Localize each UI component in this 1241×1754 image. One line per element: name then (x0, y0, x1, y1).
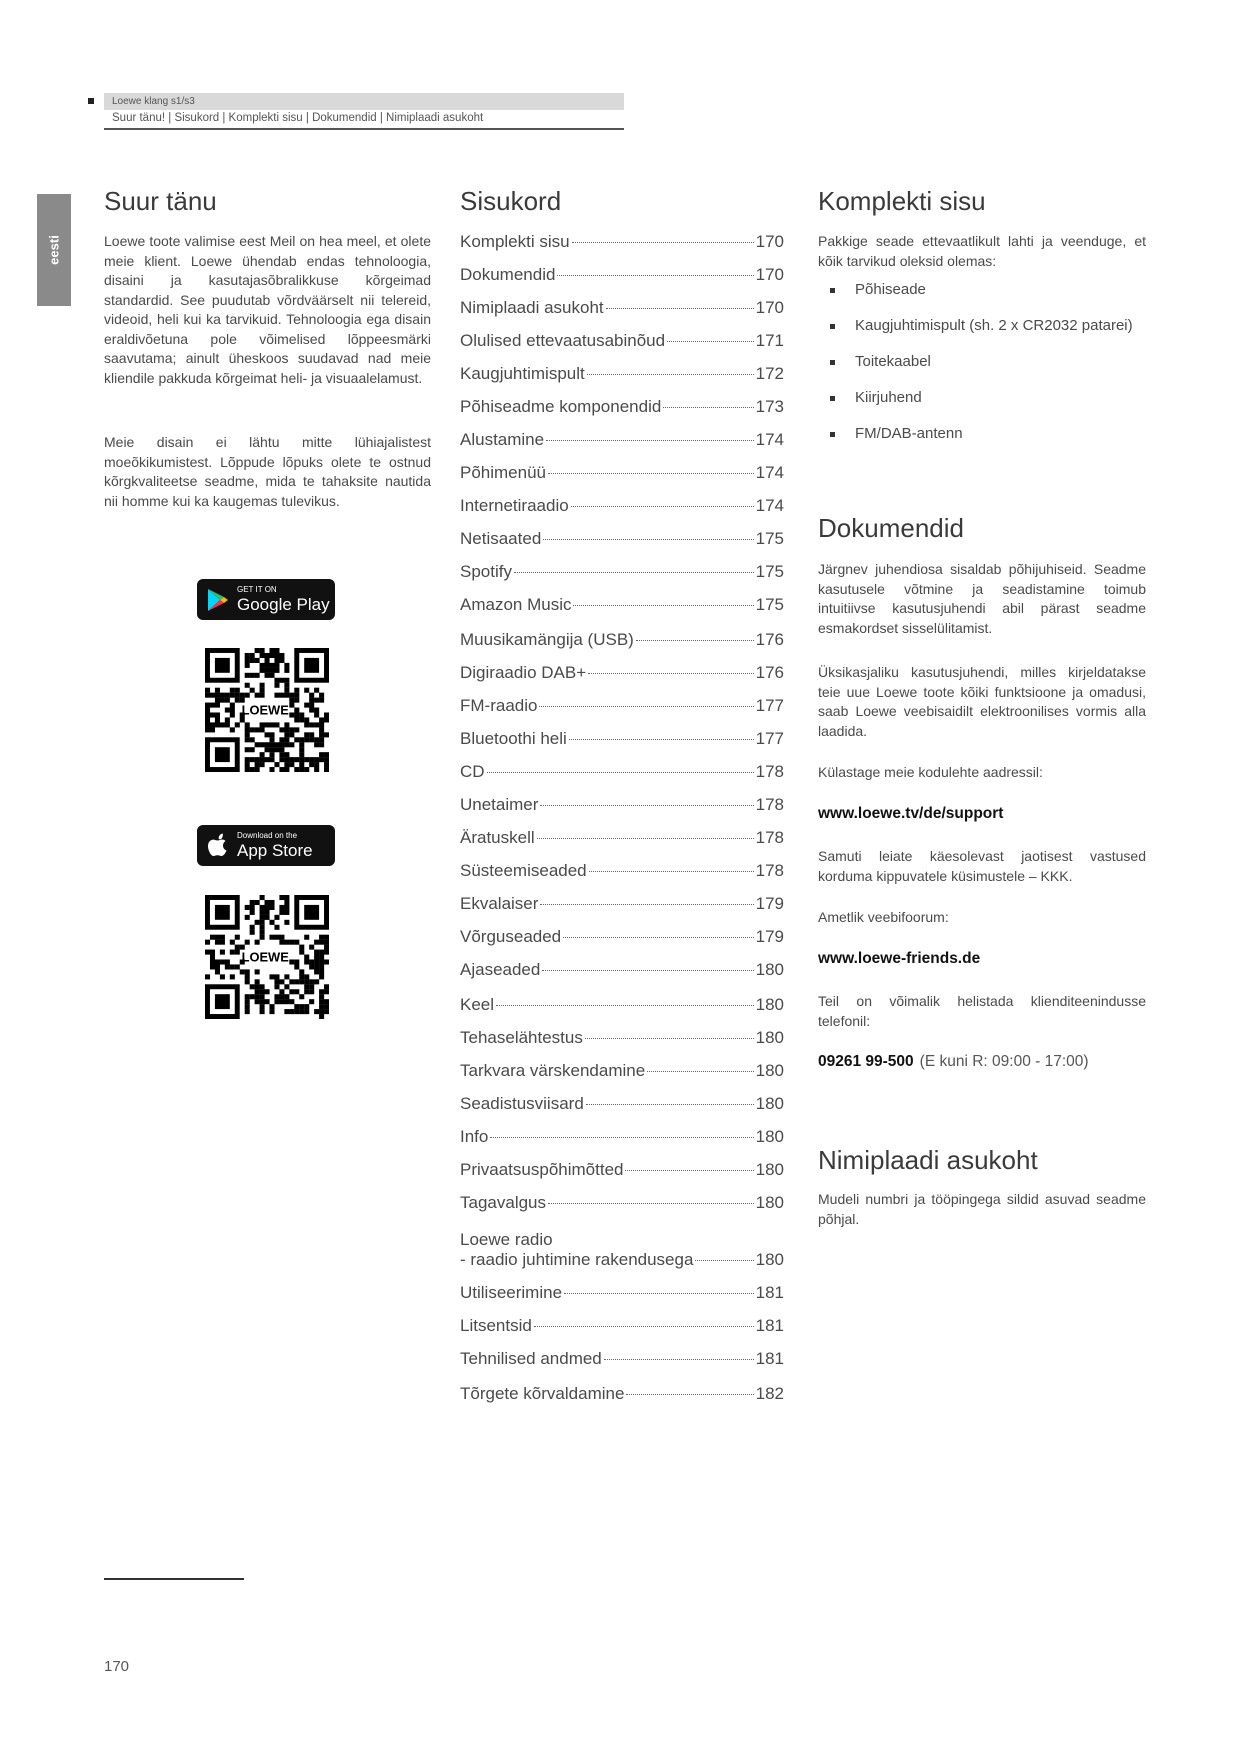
toc-item[interactable] (460, 496, 784, 516)
toc-item-page: 181 (755, 1283, 784, 1302)
toc-leader-dots (585, 1038, 754, 1039)
toc-leader-dots (490, 1137, 753, 1138)
toc-leader-dots (540, 904, 753, 905)
google-play-big: Google Play (237, 595, 330, 614)
contents-item (830, 425, 963, 442)
toc-item[interactable] (460, 595, 784, 615)
toc-item-page: 175 (755, 562, 784, 581)
toc-item-page: 178 (755, 828, 784, 847)
toc-item-label: Internetiraadio (460, 496, 569, 515)
toc-item-label: Keel (460, 995, 495, 1014)
toc-leader-dots (571, 506, 754, 507)
language-tab-label: eesti (46, 235, 62, 265)
toc-item-label: Olulised ettevaatusabinõud (460, 331, 666, 350)
toc-leader-dots (564, 1293, 754, 1294)
toc-item-label: Digiraadio DAB+ (460, 663, 587, 682)
footer-divider (104, 1578, 244, 1580)
toc-item-label: Netisaated (460, 529, 542, 548)
contents-item-label: Kaugjuhtimispult (sh. 2 x CR2032 patarei) (855, 317, 1133, 334)
toc-leader-dots (563, 937, 753, 938)
toc-item-page: 178 (755, 795, 784, 814)
thanks-paragraph-2: Meie disain ei lähtu mitte lühiajalistest moeõkikumistest. Lõppude lõpuks olete te ostnud kõrgkvaliteetse seadme, mida te tahaksite nautida nii homme kui ka kaugemas tulevikus. (104, 434, 431, 509)
toc-leader-dots (557, 275, 753, 276)
toc-item[interactable] (460, 1127, 784, 1147)
toc-item[interactable] (460, 1283, 784, 1303)
toc-item[interactable] (460, 828, 784, 848)
toc-item-label: Dokumendid (460, 265, 556, 284)
toc-item-page: 179 (755, 894, 784, 913)
toc-item-label: Ajaseaded (460, 960, 541, 979)
toc-leader-dots (542, 970, 753, 971)
toc-item-label: Bluetoothi heli (460, 729, 567, 748)
toc-item-label: Tagavalgus (460, 1193, 547, 1212)
breadcrumb: Suur tänu! | Sisukord | Komplekti sisu | Dokumendid | Nimiplaadi asukoht (112, 112, 484, 124)
toc-leader-dots (543, 539, 753, 540)
toc-item-page: 171 (755, 331, 784, 350)
app-store-small: Download on the (237, 831, 298, 840)
toc-item-page: 182 (755, 1384, 784, 1403)
toc-leader-dots (586, 1104, 754, 1105)
toc-leader-dots (695, 1260, 753, 1261)
toc-item-page: 176 (755, 663, 784, 682)
toc-leader-dots (572, 242, 754, 243)
toc-item-page: 181 (755, 1349, 784, 1368)
toc-item[interactable] (460, 960, 784, 980)
toc-item-label: Ekvalaiser (460, 894, 539, 913)
toc-item-page: 172 (755, 364, 784, 383)
forum-link[interactable]: www.loewe-friends.de (818, 950, 981, 967)
bullet-icon (830, 324, 835, 329)
toc-leader-dots (514, 572, 754, 573)
toc-item-page: 178 (755, 762, 784, 781)
toc-leader-dots (589, 871, 754, 872)
google-play-small: GET IT ON (237, 585, 277, 594)
toc-item[interactable] (460, 1316, 784, 1336)
toc-leader-dots (487, 772, 754, 773)
toc-item-label: Tehaselähtestus (460, 1028, 583, 1047)
toc-item[interactable] (460, 298, 784, 318)
toc-item-label: Võrguseaded (460, 927, 562, 946)
toc-item[interactable] (460, 1094, 784, 1114)
toc-item-page: 180 (755, 1193, 784, 1212)
toc-item-label: Põhiseadme komponendid (460, 397, 662, 416)
toc-item-label: Spotify (460, 562, 512, 581)
qr-code-apple (205, 895, 329, 1019)
toc-item[interactable] (460, 1061, 784, 1081)
toc-item-label: Privaatsuspõhimõtted (460, 1160, 624, 1179)
contents-intro: Pakkige seade ettevaatlikult lahti ja veenduge, et kõik tarvikud oleksid olemas: (818, 233, 1146, 269)
toc-leader-dots (496, 1005, 754, 1006)
toc-item[interactable] (460, 430, 784, 450)
page-number: 170 (104, 1658, 130, 1675)
toc-item[interactable] (460, 463, 784, 483)
toc-item[interactable] (460, 630, 784, 650)
toc-item-page: 178 (755, 861, 784, 880)
toc-item-label: Kaugjuhtimispult (460, 364, 585, 383)
toc-item[interactable] (460, 696, 784, 716)
language-tab (37, 194, 71, 306)
toc-item-label: Komplekti sisu (460, 232, 570, 251)
toc-item-label: Utiliseerimine (460, 1283, 563, 1302)
toc-item-page: 180 (755, 995, 784, 1014)
toc-item[interactable] (460, 729, 784, 749)
phone-line (818, 1053, 1089, 1071)
toc-item[interactable] (460, 894, 784, 914)
toc-leader-dots (540, 805, 753, 806)
contents-item-label: FM/DAB-antenn (855, 425, 963, 442)
toc-item-page: 170 (755, 265, 784, 284)
toc-item-label: Nimiplaadi asukoht (460, 298, 604, 317)
toc-title: Sisukord (460, 186, 562, 216)
bullet-icon (830, 432, 835, 437)
toc-leader-dots (625, 1170, 753, 1171)
qr-logo-text: LOEWE. (241, 949, 293, 965)
support-link[interactable]: www.loewe.tv/de/support (818, 805, 1004, 822)
toc-item-page: 180 (755, 1250, 784, 1269)
contents-item (830, 281, 926, 298)
toc-leader-dots (573, 605, 753, 606)
toc-item-page: 180 (755, 1127, 784, 1146)
toc-item-label: - raadio juhtimine rakendusega (460, 1250, 694, 1269)
toc-item-page: 180 (755, 1094, 784, 1113)
toc-leader-dots (569, 739, 754, 740)
toc-leader-dots (604, 1359, 754, 1360)
toc-item[interactable] (460, 795, 784, 815)
toc-leader-dots (587, 374, 754, 375)
toc-item[interactable] (460, 1230, 784, 1250)
toc-item-label: Seadistusviisard (460, 1094, 584, 1113)
contents-title: Komplekti sisu (818, 186, 986, 216)
toc-item[interactable] (460, 861, 784, 881)
forum-text: Ametlik veebifoorum: (818, 909, 949, 925)
contents-item-label: Põhiseade (855, 281, 926, 298)
toc-item[interactable] (460, 331, 784, 351)
toc-item-label: CD (460, 762, 485, 781)
toc-item-label: Amazon Music (460, 595, 572, 614)
toc-item[interactable] (460, 1193, 784, 1213)
visit-text: Külastage meie kodulehte aadressil: (818, 764, 1043, 780)
toc-item[interactable] (460, 762, 784, 782)
toc-item-page: 170 (755, 298, 784, 317)
toc-leader-dots (588, 673, 753, 674)
thanks-paragraph-1: Loewe toote valimise eest Meil on hea meel, et olete meie klient. Loewe ühendab endas tehnoloogia, disaini ja kasutajasõbralikkuse kõrgeimad standardid. See puudutab võrdväärselt nii telereid, videoid, heli kui ka tarvikuid. Tehnoloogia ega disain eraldivõetuna pole võimelised lõppeesmärki saavutama; ainult üheskoos suudavad nad meie kliendile pakkuda kõrgeimat heli- ja visuaalelamust. (104, 233, 431, 386)
toc-item[interactable] (460, 1349, 784, 1369)
toc-item-label: Unetaimer (460, 795, 539, 814)
toc-item-page: 180 (755, 960, 784, 979)
toc-item[interactable] (460, 663, 784, 683)
toc-item-label: FM-raadio (460, 696, 538, 715)
toc-leader-dots (537, 838, 754, 839)
toc-leader-dots (546, 440, 754, 441)
toc-item[interactable] (460, 397, 784, 417)
app-store-badge[interactable] (197, 825, 335, 866)
phone-number[interactable]: 09261 99-500 (818, 1053, 914, 1070)
header-bullet (88, 98, 94, 104)
contents-item-label: Kiirjuhend (855, 389, 922, 406)
toc-item-label: Tõrgete kõrvaldamine (460, 1384, 625, 1403)
toc-leader-dots (663, 407, 753, 408)
google-play-icon (207, 588, 229, 612)
documents-paragraph-1: Järgnev juhendiosa sisaldab põhijuhiseid. Seadme kasutusele võtmine ja seadistamine toimub intuitiivse kasutusjuhendi abil pärast seadme esmakordset sisselülitamist. (818, 561, 1146, 636)
qr-logo-text: LOEWE. (241, 702, 293, 718)
toc-item[interactable] (460, 1160, 784, 1180)
toc-item[interactable] (460, 1250, 784, 1270)
toc-item-page: 174 (755, 496, 784, 515)
google-play-badge[interactable] (197, 579, 335, 620)
phone-intro: Teil on võimalik helistada klienditeenindusse telefonil: (818, 993, 1146, 1029)
toc-item-label: Alustamine (460, 430, 545, 449)
toc-item-label: Loewe radio (460, 1230, 553, 1249)
toc-item-page: 180 (755, 1160, 784, 1179)
toc-leader-dots (548, 473, 754, 474)
bullet-icon (830, 360, 835, 365)
toc-item-page: 180 (755, 1028, 784, 1047)
toc-item-page: 174 (755, 463, 784, 482)
toc-item-page: 177 (755, 696, 784, 715)
toc-leader-dots (539, 706, 753, 707)
contents-item (830, 317, 1133, 334)
plate-title: Nimiplaadi asukoht (818, 1145, 1038, 1175)
toc-item-label: Litsentsid (460, 1316, 532, 1335)
toc-item-label: Muusikamängija (USB) (460, 630, 634, 649)
faq-text: Samuti leiate käesolevast jaotisest vastused korduma kippuvatele küsimustele – KKK. (818, 848, 1146, 884)
toc-item[interactable] (460, 1028, 784, 1048)
toc-item[interactable] (460, 995, 784, 1015)
toc-item-label: Tarkvara värskendamine (460, 1061, 646, 1080)
toc-leader-dots (647, 1071, 753, 1072)
toc-item[interactable] (460, 927, 784, 947)
thanks-title: Suur tänu (104, 186, 217, 216)
toc-item-page: 176 (755, 630, 784, 649)
apple-icon (207, 833, 229, 859)
qr-code-google (205, 648, 329, 772)
toc-item-page: 175 (755, 595, 784, 614)
bullet-icon (830, 288, 835, 293)
contents-item (830, 389, 922, 406)
toc-item-page: 179 (755, 927, 784, 946)
toc-leader-dots (626, 1394, 753, 1395)
toc-item-page: 175 (755, 529, 784, 548)
toc-leader-dots (667, 341, 754, 342)
header-product: Loewe klang s1/s3 (104, 93, 624, 110)
toc-item-page: 181 (755, 1316, 784, 1335)
toc-item-page: 174 (755, 430, 784, 449)
toc-item-page: 173 (755, 397, 784, 416)
toc-item-label: Tehnilised andmed (460, 1349, 602, 1368)
toc-leader-dots (636, 640, 754, 641)
bullet-icon (830, 396, 835, 401)
toc-item[interactable] (460, 364, 784, 384)
toc-item[interactable] (460, 529, 784, 549)
toc-leader-dots (548, 1203, 754, 1204)
toc-item[interactable] (460, 562, 784, 582)
app-store-big: App Store (237, 841, 313, 860)
toc-item[interactable] (460, 232, 784, 252)
plate-text: Mudeli numbri ja tööpingega sildid asuvad seadme põhjal. (818, 1191, 1146, 1227)
toc-item-label: Info (460, 1127, 489, 1146)
header-divider (104, 128, 624, 130)
contents-item-label: Toitekaabel (855, 353, 931, 370)
contents-item (830, 353, 931, 370)
toc-item[interactable] (460, 1384, 784, 1404)
phone-hours: (E kuni R: 09:00 - 17:00) (919, 1053, 1089, 1070)
toc-item-label: Süsteemiseaded (460, 861, 587, 880)
toc-item-page: 180 (755, 1061, 784, 1080)
documents-paragraph-2: Üksikasjaliku kasutusjuhendi, milles kirjeldatakse teie uue Loewe toote kõiki funktsioone ja omadusi, saab Loewe veebisaidilt elektroonilises vormis alla laadida. (818, 664, 1146, 739)
toc-item-label: Äratuskell (460, 828, 535, 847)
toc-item-page: 170 (755, 232, 784, 251)
documents-title: Dokumendid (818, 513, 964, 543)
toc-item-label: Põhimenüü (460, 463, 547, 482)
toc-item[interactable] (460, 265, 784, 285)
toc-leader-dots (534, 1326, 754, 1327)
toc-item-page: 177 (755, 729, 784, 748)
toc-leader-dots (606, 308, 754, 309)
